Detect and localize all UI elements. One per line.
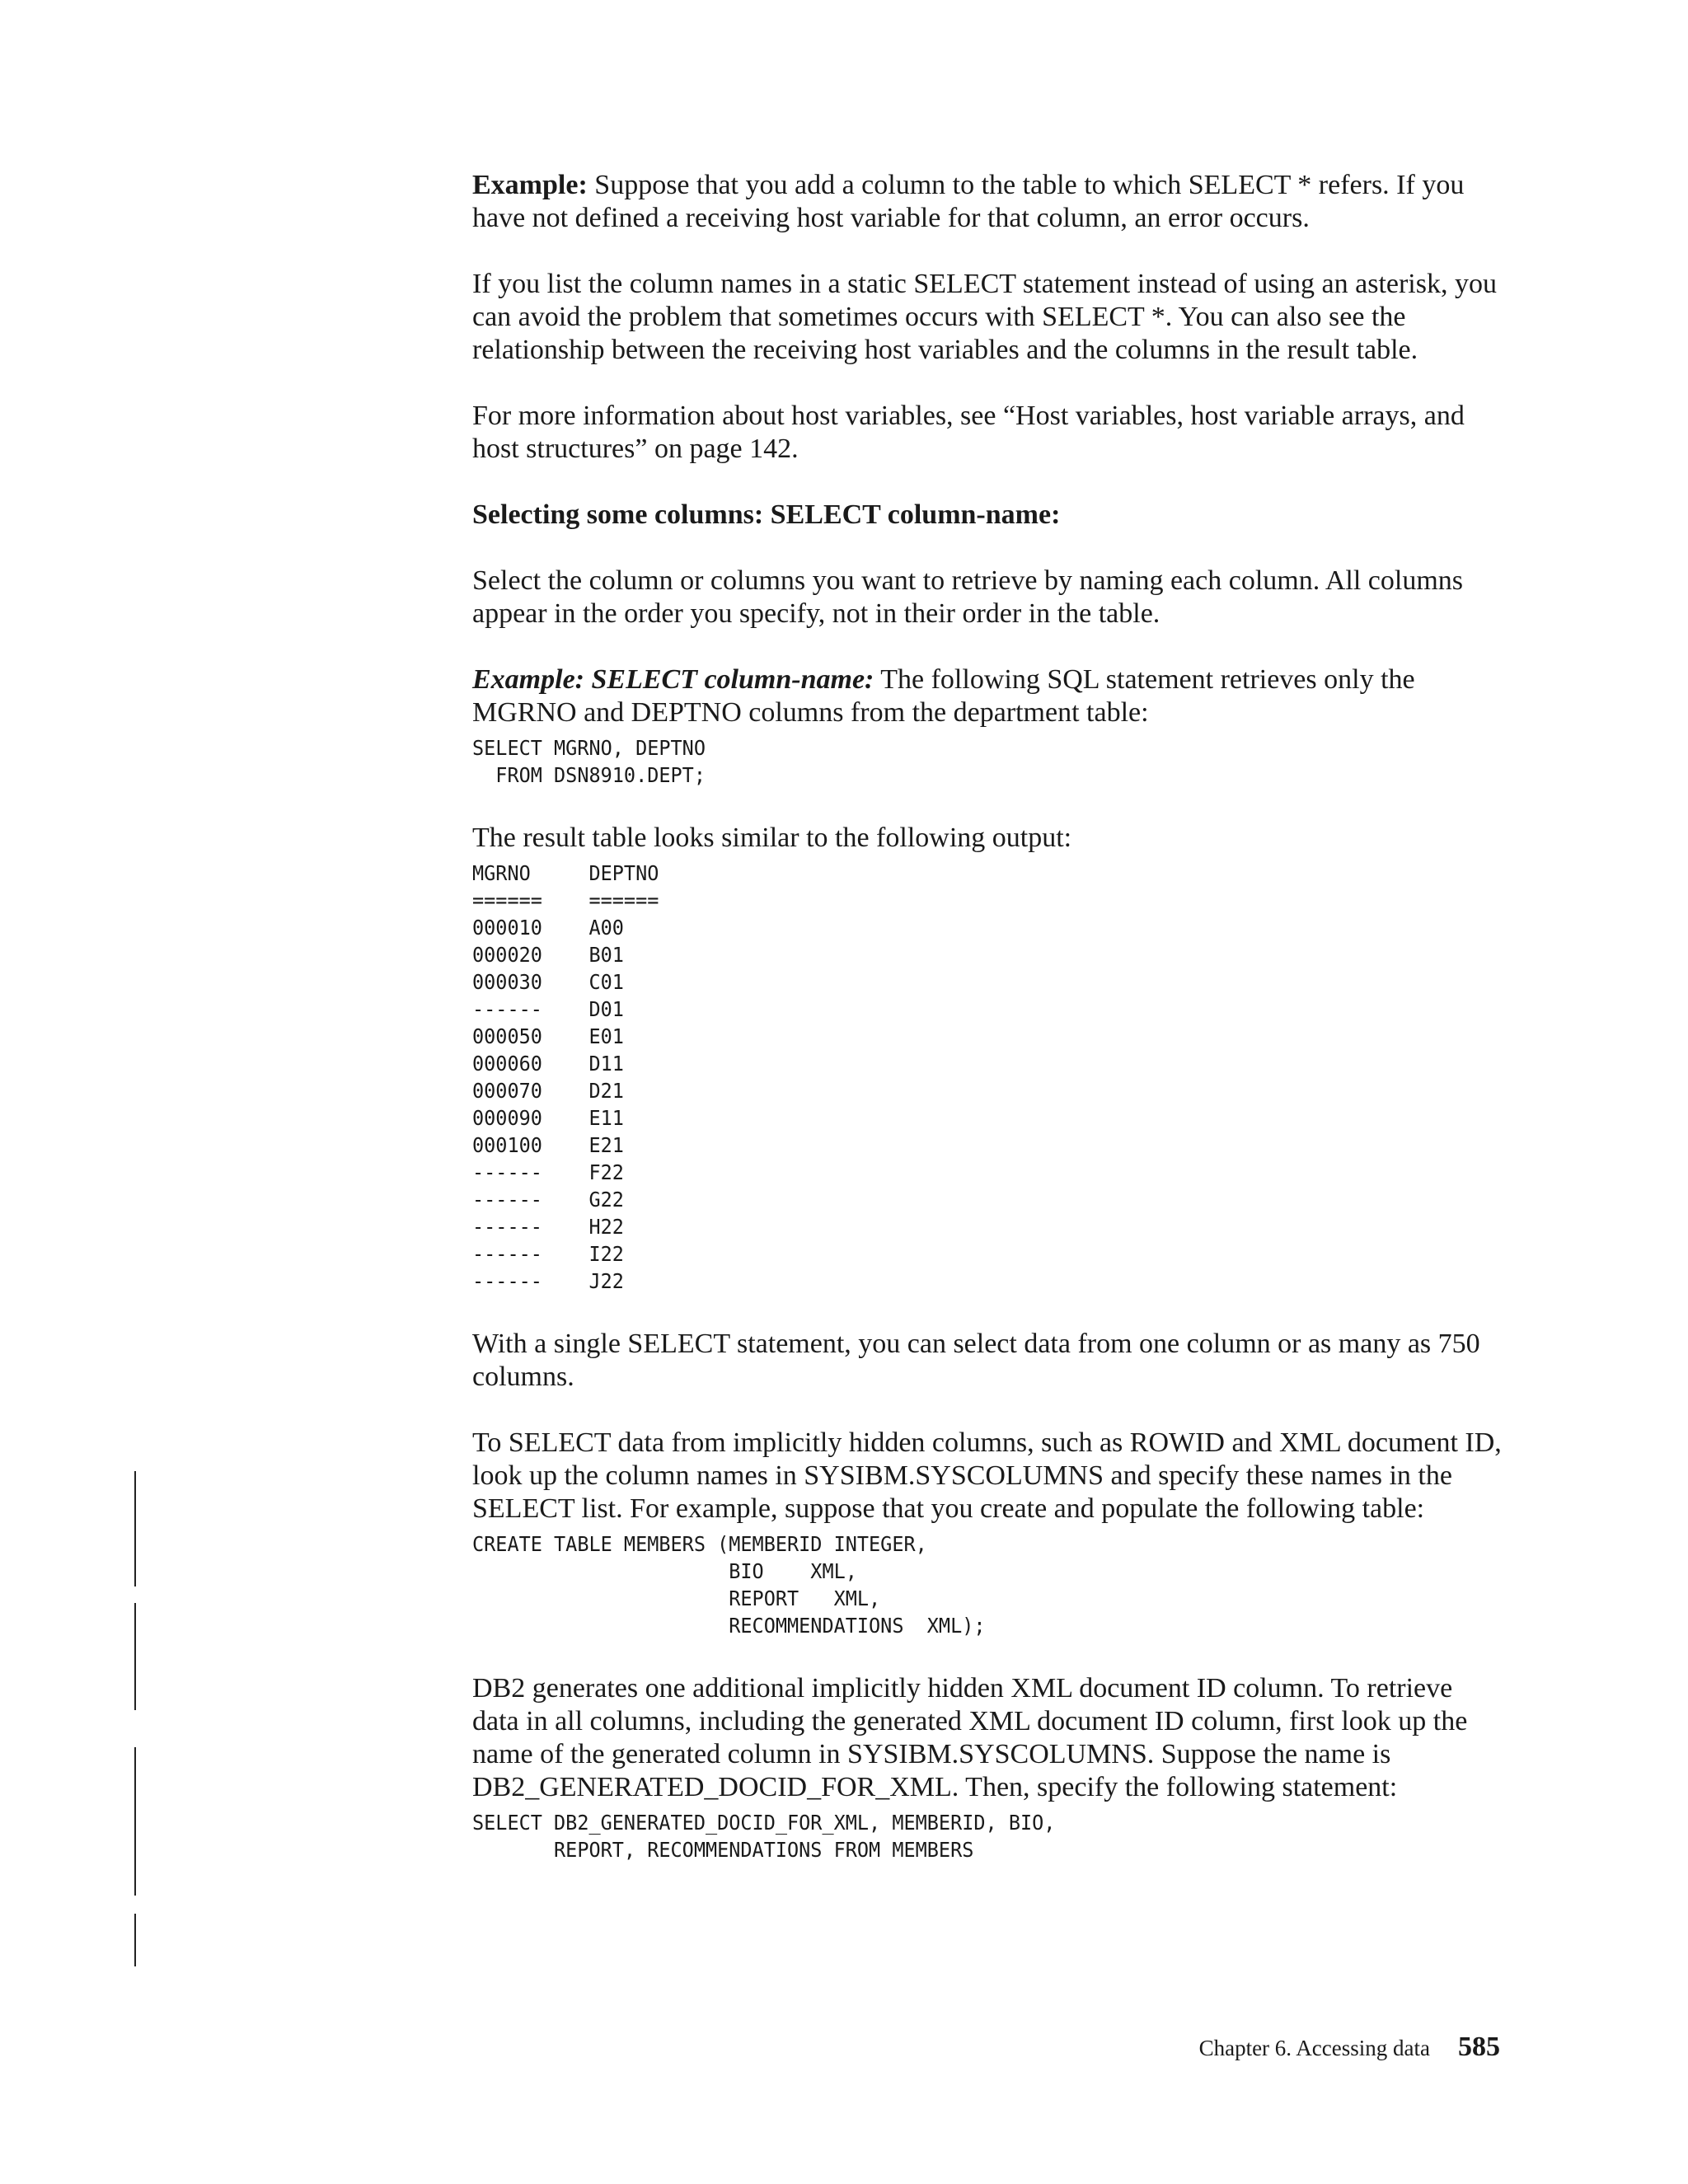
paragraph-db2-generates: DB2 generates one additional implicitly hidden XML document ID column. To retrieve data in all columns, including the generated XML document ID column, first look up the name of the generated column in SYSIBM.SYSCOLUMNS. Suppose the name is DB2_GENERATED_DOCID_FOR_XML. Then, specify the following statement: [472,1673,1468,1802]
code-create-table: CREATE TABLE MEMBERS (MEMBERID INTEGER, BIO XML, REPORT XML, RECOMMENDATIONS XML); [472,1532,986,1638]
paragraph-list-columns: If you list the column names in a static SELECT statement instead of using an asterisk, you can avoid the problem that sometimes occurs with SELECT *. You can also see the relationship between the receiving host variables and the columns in the result table. [472,269,1497,365]
page-number: 585 [1458,2032,1500,2062]
paragraph-result-table: The result table looks similar to the following output: [472,823,1072,853]
paragraph-single-select: With a single SELECT statement, you can select data from one column or as many as 750 columns. [472,1329,1480,1392]
code-select-docid: SELECT DB2_GENERATED_DOCID_FOR_XML, MEMBERID, BIO, REPORT, RECOMMENDATIONS FROM MEMBERS [472,1811,1056,1862]
revision-bar [134,1471,136,1586]
example-select-column-paragraph [472,663,1503,729]
section-heading: Selecting some columns: SELECT column-name: [472,499,1061,530]
example-paragraph [472,169,1503,235]
example-select-column-text: The following SQL statement retrieves only the MGRNO and DEPTNO columns from the department table: [472,664,1415,728]
revision-bar [134,1747,136,1896]
revision-bar [134,1603,136,1710]
code-select-statement: SELECT MGRNO, DEPTNO FROM DSN8910.DEPT; [472,736,706,787]
paragraph-more-info: For more information about host variables, see “Host variables, host variable arrays, and host structures” on page 142. [472,401,1465,464]
example-label: Example: [472,170,588,200]
paragraph-hidden-columns: To SELECT data from implicitly hidden columns, such as ROWID and XML document ID, look up the column names in SYSIBM.SYSCOLUMNS and specify these names in the SELECT list. For example, suppose that you create and populate the following table: [472,1427,1502,1524]
page-footer [1071,2032,1500,2063]
code-result-table: MGRNO DEPTNO ====== ====== 000010 A00 000020 B01 000030 C01 ------ D01 000050 E01 000060 D11 000070 D21 000090 E11 000100 E21 ------ F22 ------ G22 ------ H22 ------ I22 ------ J22 [472,861,659,1293]
footer-chapter: Chapter 6. Accessing data [1198,2036,1430,2060]
revision-bar [134,1914,136,1966]
paragraph-select-column: Select the column or columns you want to retrieve by naming each column. All columns appear in the order you specify, not in their order in the table. [472,565,1464,629]
page-content [472,169,1503,1863]
example-select-column-label: Example: SELECT column-name: [472,664,874,695]
example-text: Suppose that you add a column to the table to which SELECT * refers. If you have not defined a receiving host variable for that column, an error occurs. [472,170,1465,233]
